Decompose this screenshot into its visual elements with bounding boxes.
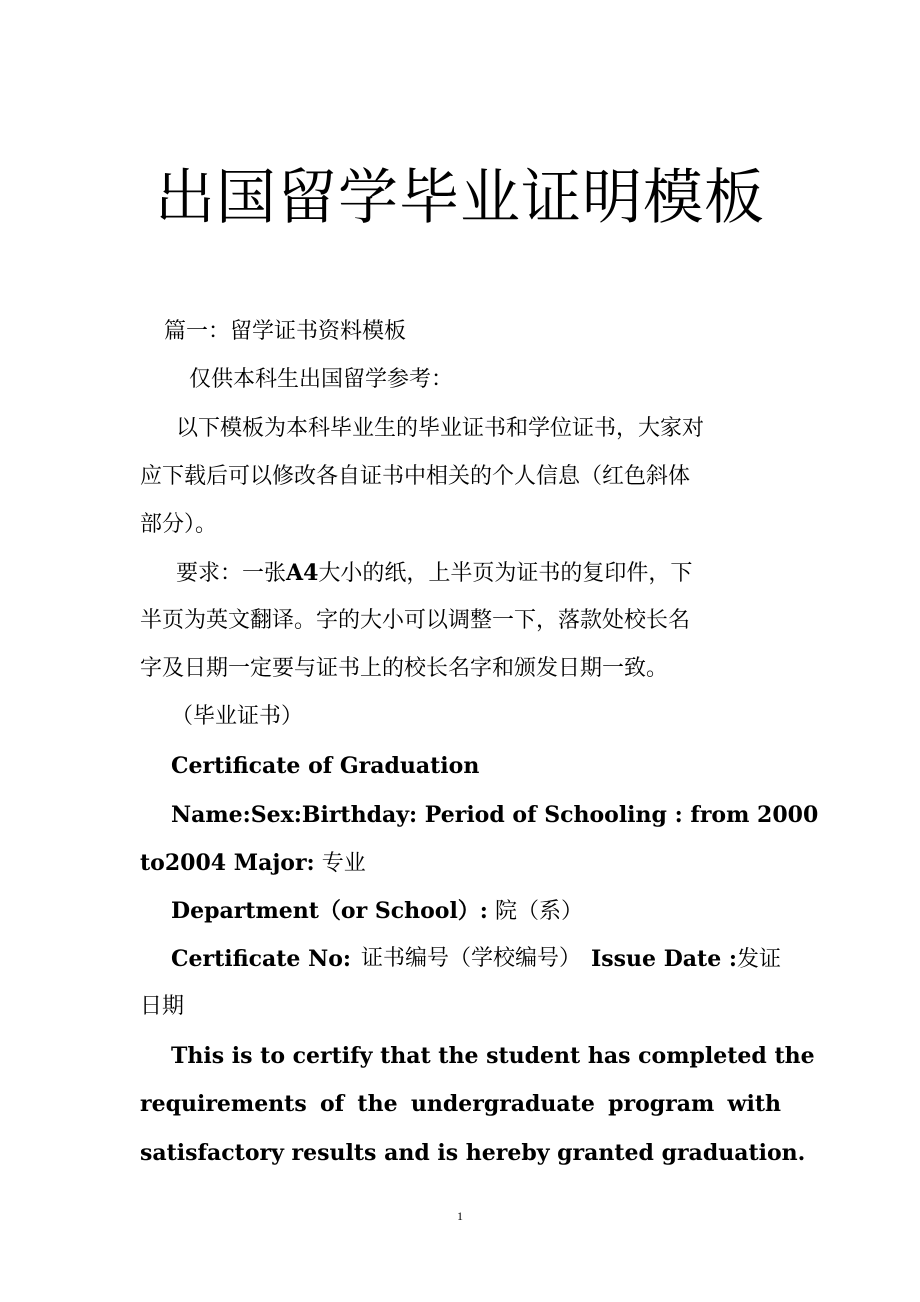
certificate-number-line — [171, 943, 781, 976]
section-heading: 篇一：留学证书资料模板 — [164, 319, 407, 344]
statement-line-1: This is to certify that the student has completed the — [171, 1043, 815, 1069]
statement-line-3: satisfactory results and is hereby granted graduation. — [140, 1140, 806, 1166]
issue-date-continued: 日期 — [140, 994, 185, 1019]
requirement-line-2: 半页为英文翻译。字的大小可以调整一下，落款处校长名 — [140, 608, 691, 633]
issue-date — [591, 943, 781, 976]
department-label: Department（or School）: — [171, 898, 488, 924]
paper-size: A4 — [286, 560, 319, 586]
note-line: 仅供本科生出国留学参考： — [189, 367, 454, 392]
department-value: 院（系） — [494, 899, 583, 924]
statement-line-2: requirements of the undergraduate program with — [140, 1091, 781, 1117]
page-title: 出国留学毕业证明模板 — [155, 163, 765, 233]
certificate-number-value: 证书编号（学校编号） — [360, 946, 581, 971]
requirement-line-3: 字及日期一定要与证书上的校长名字和颁发日期一致。 — [140, 656, 669, 681]
page-number: 1 — [457, 1209, 463, 1223]
issue-date-value: 发证 — [736, 947, 781, 972]
requirement-line-1 — [176, 557, 766, 590]
major-value: 专业 — [321, 851, 366, 876]
certificate-fields-line-2 — [140, 847, 781, 880]
certificate-title: Certificate of Graduation — [171, 753, 480, 779]
intro-line-2: 应下载后可以修改各自证书中相关的个人信息（红色斜体 — [140, 464, 691, 489]
requirement-prefix: 要求：一张 — [176, 561, 287, 586]
certificate-fields-line-1: Name:Sex:Birthday: Period of Schooling : from 2000 — [171, 802, 819, 828]
issue-date-label: Issue Date : — [590, 946, 737, 972]
certificate-label: （毕业证书） — [171, 704, 304, 729]
certificate-number-label: Certificate No: — [171, 946, 351, 972]
major-label: to2004 Major: — [140, 850, 315, 876]
intro-line-3: 部分）。 — [140, 512, 218, 537]
intro-line-1: 以下模板为本科毕业生的毕业证书和学位证书，大家对 — [176, 416, 705, 441]
requirement-suffix: 大小的纸，上半页为证书的复印件，下 — [318, 561, 693, 586]
certificate-department — [171, 895, 812, 928]
